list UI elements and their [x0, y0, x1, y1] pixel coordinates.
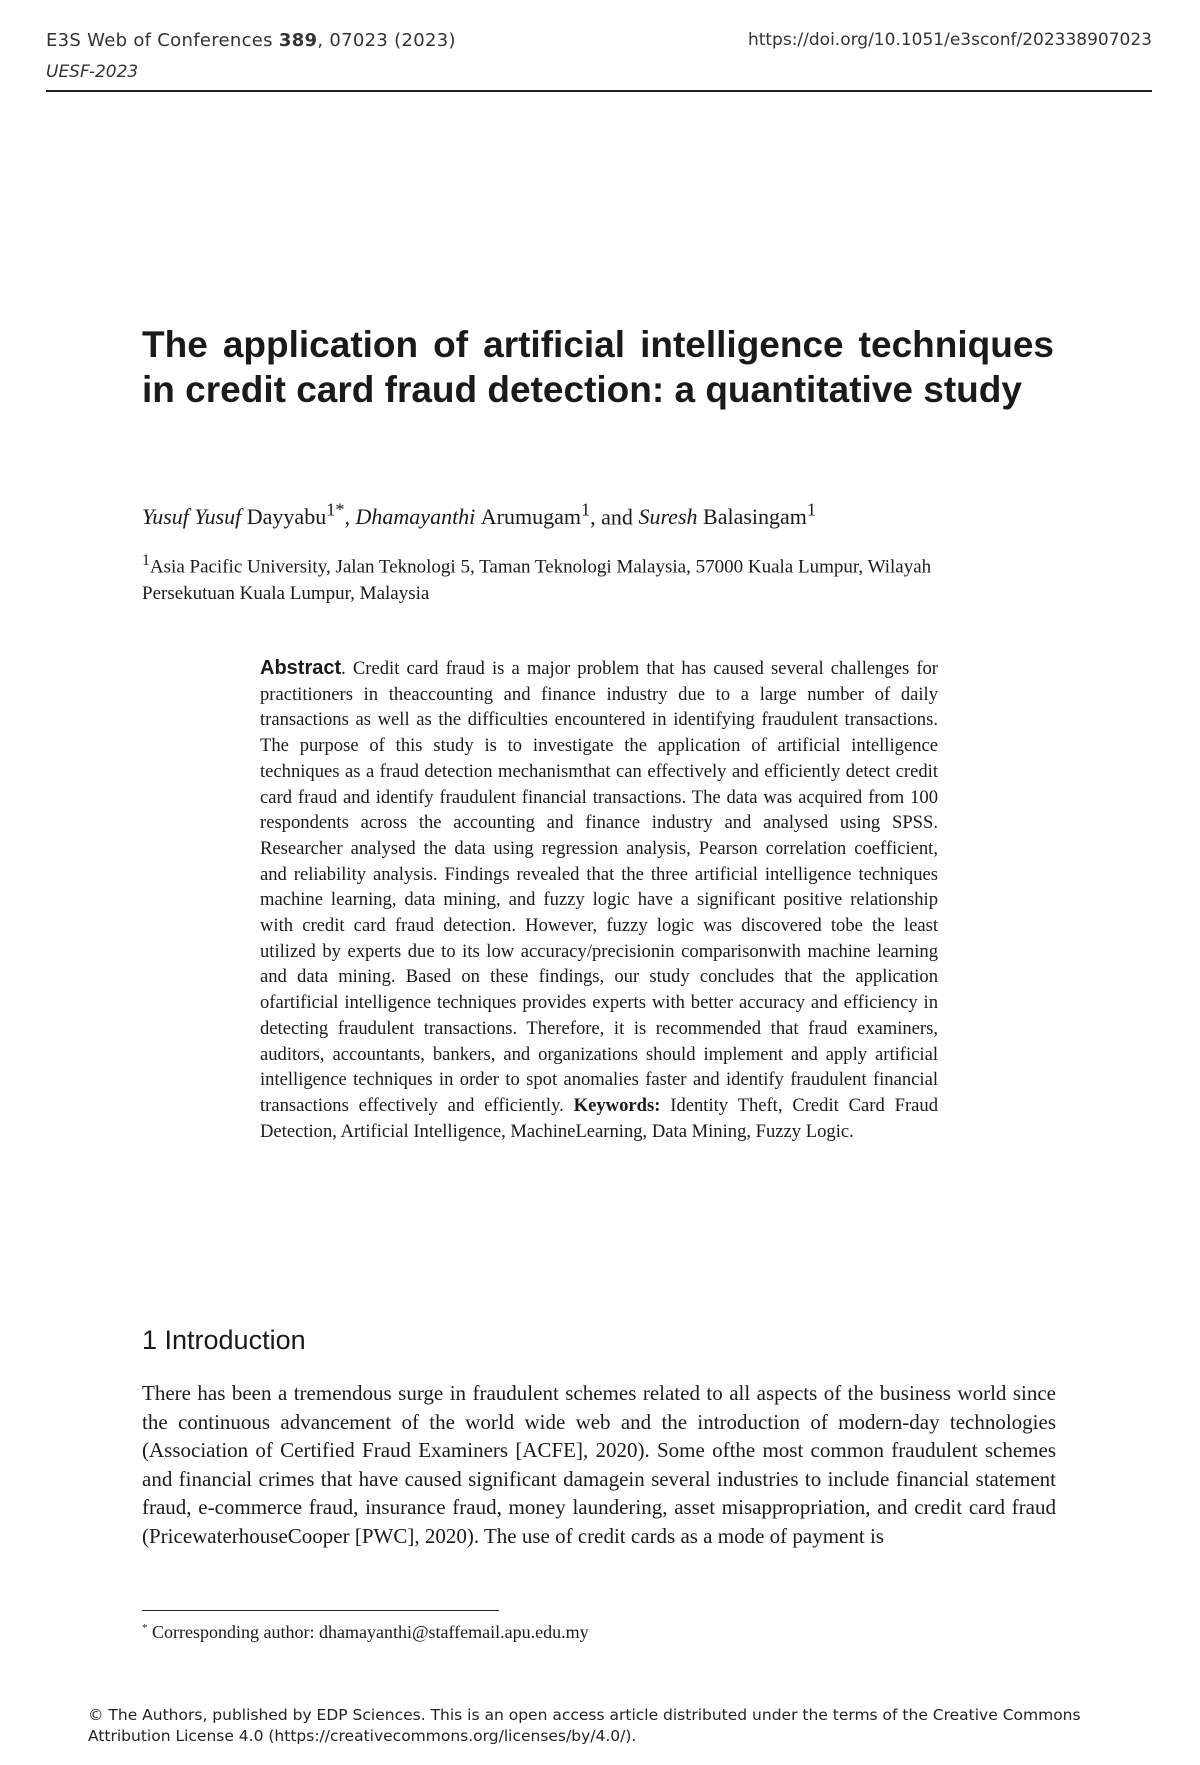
affiliation: [142, 547, 1022, 607]
license-notice: © The Authors, published by EDP Sciences. This is an open access article distributed under the terms of the Creative Commons Attribution License 4.0 (https://creativecommons.org/licenses/by/4.0/).: [88, 1706, 1081, 1745]
author-affiliation-mark: 1: [806, 500, 817, 520]
journal-name: E3S Web of Conferences: [46, 30, 279, 51]
affiliation-text: Asia Pacific University, Jalan Teknologi 5, Taman Teknologi Malaysia, 57000 Kuala Lumpur, Wilayah Persekutuan Kuala Lumpur, Malaysia: [142, 556, 932, 605]
journal-volume: 389: [278, 30, 318, 51]
keywords-label: Keywords:: [573, 1094, 661, 1116]
author-affiliation-mark: 1*: [326, 500, 345, 520]
author-given-name: Yusuf Yusuf: [142, 504, 242, 530]
footnote-mark: *: [142, 1622, 148, 1634]
doi-link[interactable]: https://doi.org/10.1051/e3sconf/202338907023: [747, 30, 1152, 50]
journal-citation: [46, 30, 456, 51]
footnote-text: Corresponding author: dhamayanthi@staffemail.apu.edu.my: [147, 1622, 589, 1642]
author-family-name: Arumugam: [480, 504, 581, 530]
footnote-divider: [142, 1610, 499, 1611]
author-list: [142, 500, 1062, 530]
author-affiliation-mark: 1: [581, 500, 591, 520]
article-number: , 07023 (2023): [317, 30, 456, 51]
author-family-name: Dayyabu: [246, 504, 327, 530]
conference-name: UESF-2023: [46, 62, 139, 82]
abstract-text: . Credit card fraud is a major problem that has caused several challenges for practitioners in theaccounting and finance industry due to a large number of daily transactions as well as the difficulties encountered in identifying fraudulent transactions. The purpose of this study is to investigate the application of artificial intelligence techniques as a fraud detection mechanismthat can effectively and efficiently detect credit card fraud and identify fraudulent financial transactions. The data was acquired from 100 respondents across the accounting and finance industry and analysed using SPSS. Researcher analysed the data using regression analysis, Pearson correlation coefficient, and reliability analysis. Findings revealed that the three artificial intelligence techniques machine learning, data mining, and fuzzy logic have a significant positive relationship with credit card fraud detection. However, fuzzy logic was discovered tobe the least utilized by experts due to its low accuracy/precisionin comparisonwith machine learning and data mining. Based on these findings, our study concludes that the application ofartificial intelligence techniques provides experts with better accuracy and efficiency in detecting fraudulent transactions. Therefore, it is recommended that fraud examiners, auditors, accountants, bankers, and organizations should implement and apply artificial intelligence techniques in order to spot anomalies faster and identify fraudulent financial transactions effectively and efficiently.: [260, 658, 938, 1116]
author-family-name: Balasingam: [703, 504, 807, 530]
abstract-label: Abstract: [260, 657, 342, 679]
author-given-name: Suresh: [638, 504, 698, 530]
author-separator: , and: [590, 504, 639, 530]
paper-title: The application of artificial intelligence techniques in credit card fraud detection: a quantitative study: [142, 324, 1054, 410]
running-header: [46, 30, 1152, 92]
author-2: [355, 500, 591, 530]
keywords-text: Identity Theft, Credit Card Fraud Detection, Artificial Intelligence, MachineLearning, Data Mining, Fuzzy Logic.: [260, 1094, 938, 1142]
author-3: [638, 500, 817, 530]
abstract: [260, 656, 938, 1144]
affiliation-mark: 1: [142, 552, 150, 569]
author-separator: ,: [344, 504, 356, 530]
author-given-name: Dhamayanthi: [355, 504, 476, 530]
section-body: There has been a tremendous surge in fraudulent schemes related to all aspects of the business world since the continuous advancement of the world wide web and the introduction of modern-day technologies (Association of Certified Fraud Examiners [ACFE], 2020). Some ofthe most common fraudulent schemes and financial crimes that have caused significant damagein several industries to include financial statement fraud, e-commerce fraud, insurance fraud, money laundering, asset misappropriation, and credit card fraud (PricewaterhouseCooper [PWC], 2020). The use of credit cards as a mode of payment is: [142, 1381, 1056, 1548]
author-1: [142, 500, 345, 530]
footnote: [142, 1622, 589, 1643]
section-heading: 1 Introduction: [142, 1325, 306, 1355]
